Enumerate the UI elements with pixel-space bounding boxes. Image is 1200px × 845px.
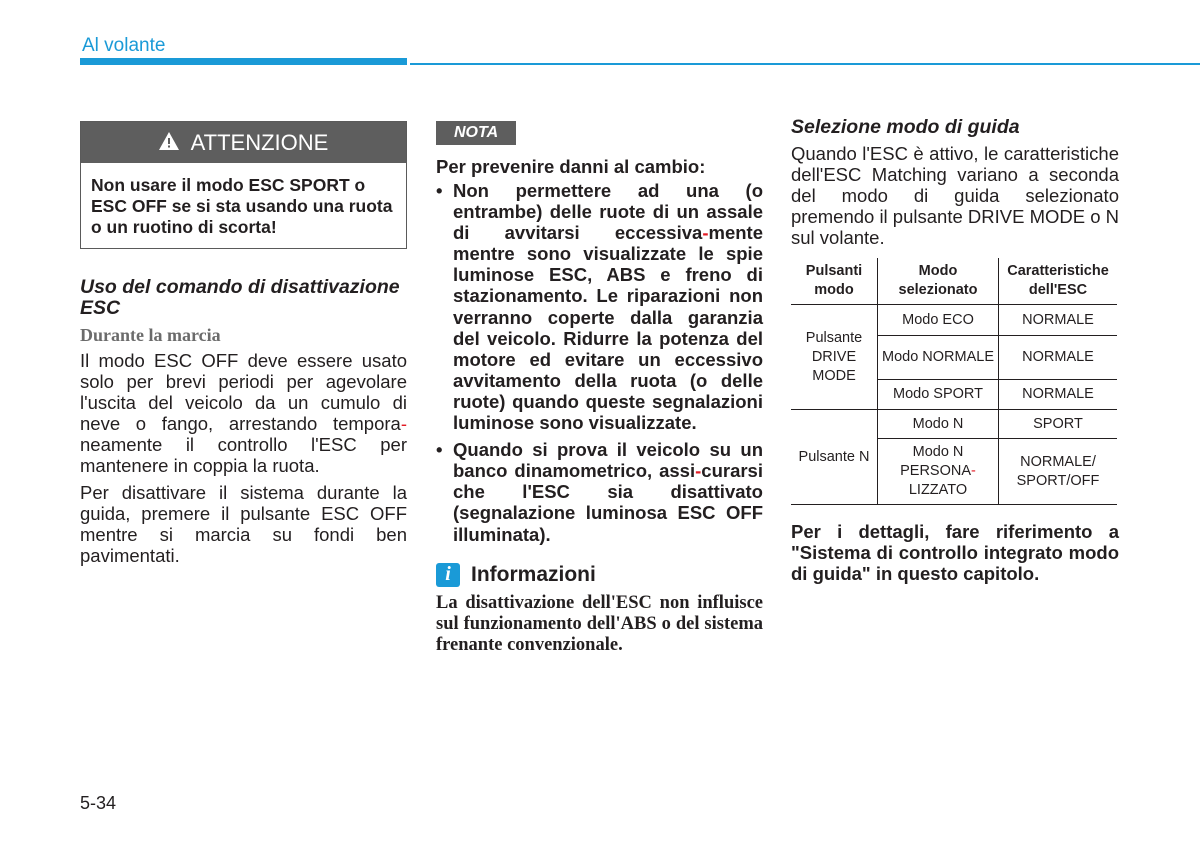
table-cell: Modo SPORT <box>878 380 999 410</box>
nota-bullet-2: • Quando si prova il veicolo su un banco dinamometrico, assi-curarsi che l'ESC sia disattivato (segnalazione luminosa ESC OFF illuminata). <box>436 439 763 544</box>
warning-text: Non usare il modo ESC SPORT o ESC OFF se si sta usando una ruota o un ruotino di scorta! <box>91 175 393 237</box>
info-text: La disattivazione dell'ESC non influisce sul funzionamento dell'ABS o del sistema frenante convenzionale. <box>436 592 763 655</box>
drive-mode-footer: Per i dettagli, fare riferimento a "Sistema di controllo integrato modo di guida" in questo capitolo. <box>791 521 1119 584</box>
esc-paragraph-1: Il modo ESC OFF deve essere usato solo per brevi periodi per agevolare l'uscita del veicolo da un cumulo di neve o fango, arrestando tempora-neamente il controllo l'ESC per mantenere in coppia la ruota. <box>80 350 407 476</box>
info-header <box>436 563 763 587</box>
table-row <box>791 305 1117 336</box>
warning-triangle-icon <box>159 130 179 156</box>
table-header-cell: Modo selezionato <box>878 258 999 305</box>
drive-mode-table <box>791 258 1117 505</box>
info-title: Informazioni <box>471 562 596 586</box>
table-cell: NORMALE <box>999 336 1118 380</box>
esc-section-title: Uso del comando di disattivazione ESC <box>80 276 400 319</box>
esc-paragraph-2: Per disattivare il sistema durante la guida, premere il pulsante ESC OFF mentre si marcia su fondi ben pavimentati. <box>80 482 407 566</box>
table-cell: NORMALE <box>999 305 1118 336</box>
table-cell: Modo NORMALE <box>878 336 999 380</box>
table-header-row <box>791 258 1117 305</box>
table-header-cell: Caratteristiche dell'ESC <box>999 258 1118 305</box>
table-cell: Modo N PERSONA- LIZZATO <box>878 439 999 505</box>
table-cell: SPORT <box>999 410 1118 439</box>
drive-mode-title: Selezione modo di guida <box>791 116 1020 138</box>
drive-mode-intro: Quando l'ESC è attivo, le caratteristiche dell'ESC Matching variano a seconda del modo di guida selezionato premendo il pulsante DRIVE MODE o N sul volante. <box>791 143 1119 248</box>
table-cell: NORMALE <box>999 380 1118 410</box>
table-group-label: Pulsante N <box>791 410 878 505</box>
page-number: 5-34 <box>80 793 117 813</box>
nota-intro: Per prevenire danni al cambio: <box>436 156 706 177</box>
info-icon: i <box>436 563 460 587</box>
nota-bullet-1: • Non permettere ad una (o entrambe) delle ruote di un assale di avvitarsi eccessiva-mente mentre sono visualizzate le spie luminose ESC, ABS e freno di stazionamento. Le riparazioni non verranno coperte dalla garanzia del veicolo. Ridurre la potenza del motore ed evitare un eccessivo avvitamento della ruota (o delle ruote) quando queste segnalazioni luminose sono visualizzate. <box>436 180 763 433</box>
middle-column <box>436 121 763 656</box>
warning-box <box>80 121 407 249</box>
table-cell: Modo N <box>878 410 999 439</box>
table-header-cell: Pulsanti modo <box>791 258 878 305</box>
right-column <box>791 117 1119 584</box>
left-column <box>80 121 407 566</box>
warning-title: ATTENZIONE <box>190 129 329 155</box>
nota-badge: NOTA <box>436 121 516 145</box>
section-header-title: Al volante <box>82 35 166 56</box>
table-cell: Modo ECO <box>878 305 999 336</box>
esc-section-subtitle: Durante la marcia <box>80 325 221 345</box>
header-rule <box>410 63 1200 65</box>
warning-header <box>81 122 406 163</box>
table-row <box>791 410 1117 439</box>
table-group-label: Pulsante DRIVE MODE <box>791 305 878 410</box>
header-accent-bar <box>80 58 407 65</box>
table-cell: NORMALE/ SPORT/OFF <box>999 439 1118 505</box>
nota-list <box>436 180 763 545</box>
